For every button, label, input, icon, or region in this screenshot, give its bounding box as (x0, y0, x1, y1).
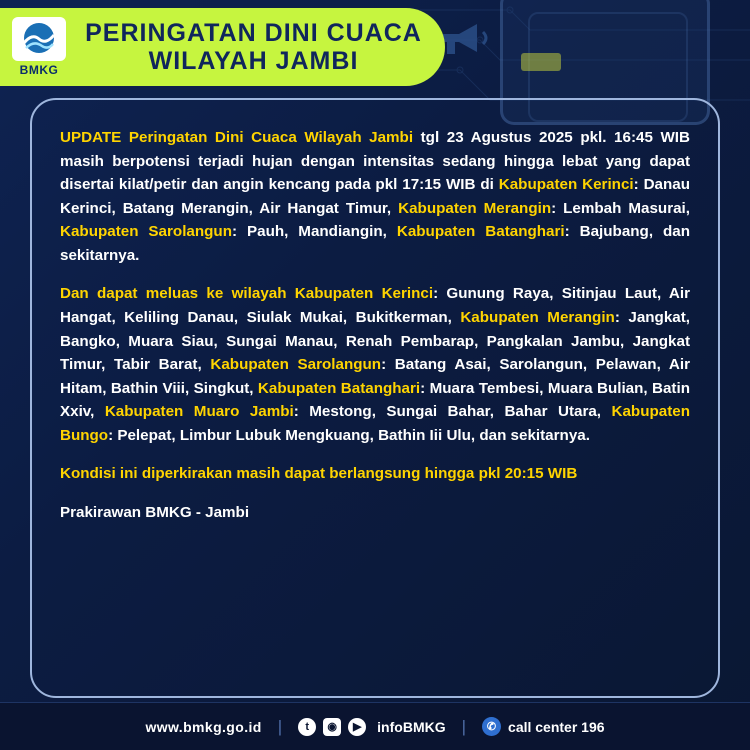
highlight-text: Kabupaten Merangin (460, 308, 615, 326)
youtube-icon[interactable]: ▶ (348, 718, 366, 736)
paragraph-1 (60, 126, 690, 267)
call-center-label: call center 196 (508, 718, 605, 735)
highlight-text: Kabupaten Muaro Jambi (104, 403, 294, 421)
logo-label: BMKG (19, 63, 59, 77)
plain-text: : Gunung Raya, Sitinjau Laut, Air Hangat, Keliling Danau, Siulak Mukai, Bukitkerman, (60, 285, 690, 326)
footer-separator-1: | (277, 716, 283, 736)
signature: Prakirawan BMKG - Jambi (60, 503, 250, 521)
plain-text: : Batang Asai, Sarolangun, Pelawan, Air Hitam, Bathin Viii, Singkut, (60, 356, 690, 397)
highlight-text: Kabupaten Batanghari (257, 379, 421, 397)
title-line-1: PERINGATAN DINI CUACA (85, 19, 422, 47)
page-title (74, 19, 445, 75)
plain-text: : Pauh, Mandiangin, (231, 223, 397, 241)
plain-text: : Muara Tembesi, Muara Bulian, Batin Xxiv, (60, 379, 690, 421)
highlight-text: Kabupaten Batanghari (396, 223, 565, 241)
bmkg-emblem-icon (16, 21, 62, 57)
plain-text: : Pelepat, Limbur Lubuk Mengkuang, Bathin Iii Ulu, dan sekitarnya. (108, 426, 590, 444)
highlight-text: Dan dapat meluas ke wilayah (60, 285, 295, 303)
highlight-text: UPDATE Peringatan Dini Cuaca Wilayah Jambi (60, 129, 414, 146)
phone-icon: ✆ (482, 717, 501, 736)
plain-text: : Lembah Masurai, (551, 199, 690, 217)
highlight-text: Kabupaten Bungo (60, 403, 690, 444)
paragraph-2 (60, 282, 690, 447)
plain-text: : Jangkat, Bangko, Muara Siau, Sungai Manau, Renah Pembarap, Pangkalan Jambu, Jangkat Timur, Tabir Barat, (60, 308, 690, 374)
highlight-text: Kabupaten Sarolangun (210, 356, 382, 374)
highlight-text: Kabupaten Kerinci (498, 176, 634, 194)
social-links[interactable] (298, 718, 445, 736)
social-handle[interactable]: infoBMKG (377, 718, 446, 735)
footer-bar (0, 702, 750, 750)
plain-text: : Bajubang, dan sekitarnya. (60, 223, 691, 264)
highlight-text: Kabupaten Sarolangun (60, 223, 232, 241)
twitter-icon[interactable]: t (298, 718, 316, 736)
footer-separator-2: | (461, 716, 467, 736)
duration-note: Kondisi ini diperkirakan masih dapat berlangsung hingga pkl 20:15 WIB (60, 465, 578, 483)
title-line-2: WILAYAH JAMBI (148, 47, 359, 75)
logo-badge (12, 17, 66, 61)
header-band (0, 8, 445, 86)
instagram-icon[interactable]: ◉ (323, 718, 341, 736)
bmkg-logo (4, 8, 74, 86)
warning-card (30, 98, 720, 698)
megaphone-icon (437, 18, 495, 58)
highlight-text: Kabupaten Merangin (398, 199, 552, 217)
call-center[interactable] (482, 717, 605, 736)
plain-text: : Danau Kerinci, Batang Merangin, Air Hangat Timur, (60, 176, 690, 217)
highlight-text: Kabupaten Kerinci (294, 285, 434, 303)
plain-text: tgl 23 Agustus 2025 pkl. 16:45 WIB masih berpotensi terjadi hujan dengan intensitas sedang hingga lebat yang dapat disertai kilat/petir dan angin kencang pada pkl 17:15 WIB di (60, 129, 690, 194)
plain-text: : Mestong, Sungai Bahar, Bahar Utara, (293, 403, 612, 421)
warning-body (60, 126, 690, 524)
website-link[interactable]: www.bmkg.go.id (145, 718, 262, 735)
